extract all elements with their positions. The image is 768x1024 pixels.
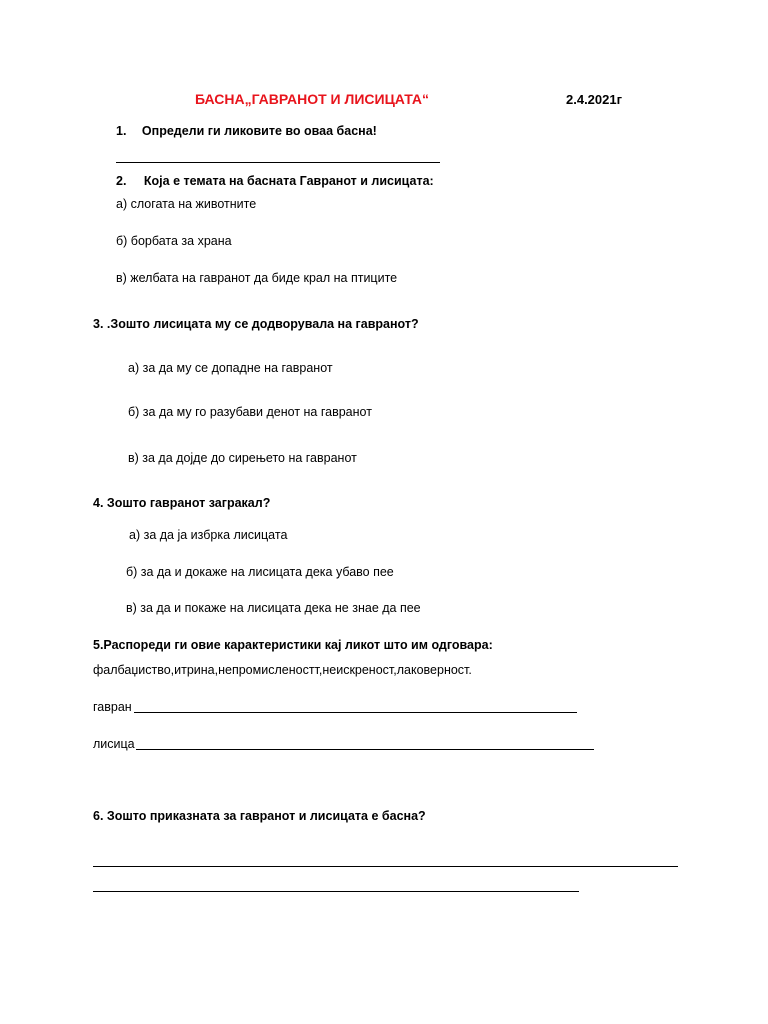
- q4-option-a[interactable]: а) за да ја избрка лисицата: [129, 528, 288, 542]
- q4-option-c[interactable]: в) за да и покаже на лисицата дека не знае да пее: [126, 601, 421, 615]
- worksheet-date: 2.4.2021г: [566, 92, 623, 107]
- q2-option-c[interactable]: в) желбата на гавранот да биде крал на птиците: [116, 271, 398, 285]
- answer-line-raven[interactable]: [134, 712, 577, 713]
- q2-option-a[interactable]: а) слогата на животните: [116, 197, 257, 211]
- raven-label: гавран: [93, 700, 132, 714]
- question-2-text: Која е темата на басната Гавранот и лисицата:: [143, 174, 434, 188]
- q5-traits-list: фалбаџиство,итрина,непромисленостт,неискреност,лаковерност.: [93, 663, 472, 677]
- question-4-text: 4. Зошто гавранот загракал?: [93, 496, 271, 510]
- q3-option-c[interactable]: в) за да дојде до сирењето на гавранот: [128, 451, 357, 465]
- q3-option-b[interactable]: б) за да му го разубави денот на гавранот: [128, 405, 372, 419]
- question-2-number: 2.: [116, 174, 127, 188]
- answer-line-q6-2[interactable]: [93, 891, 579, 892]
- q4-option-b[interactable]: б) за да и докаже на лисицата дека убаво пее: [126, 565, 394, 579]
- answer-line-q1[interactable]: [116, 162, 440, 163]
- question-6-text: 6. Зошто приказната за гавранот и лисицата е басна?: [93, 809, 426, 823]
- question-3-text: 3. .Зошто лисицата му се додворувала на гавранот?: [93, 317, 419, 331]
- question-2: [116, 174, 434, 188]
- page-title: БАСНА„ГАВРАНОТ И ЛИСИЦАТА“: [195, 91, 429, 107]
- question-1-text: Определи ги ликовите во оваа басна!: [141, 124, 377, 138]
- answer-line-q6-1[interactable]: [93, 866, 678, 867]
- question-1: [116, 124, 377, 138]
- q2-option-b[interactable]: б) борбата за храна: [116, 234, 232, 248]
- question-1-number: 1.: [116, 124, 127, 138]
- answer-line-fox[interactable]: [136, 749, 594, 750]
- question-5-text: 5.Распореди ги овие карактеристики кај ликот што им одговара:: [93, 638, 493, 652]
- fox-label: лисица: [93, 737, 135, 751]
- q3-option-a[interactable]: а) за да му се допадне на гавранот: [128, 361, 333, 375]
